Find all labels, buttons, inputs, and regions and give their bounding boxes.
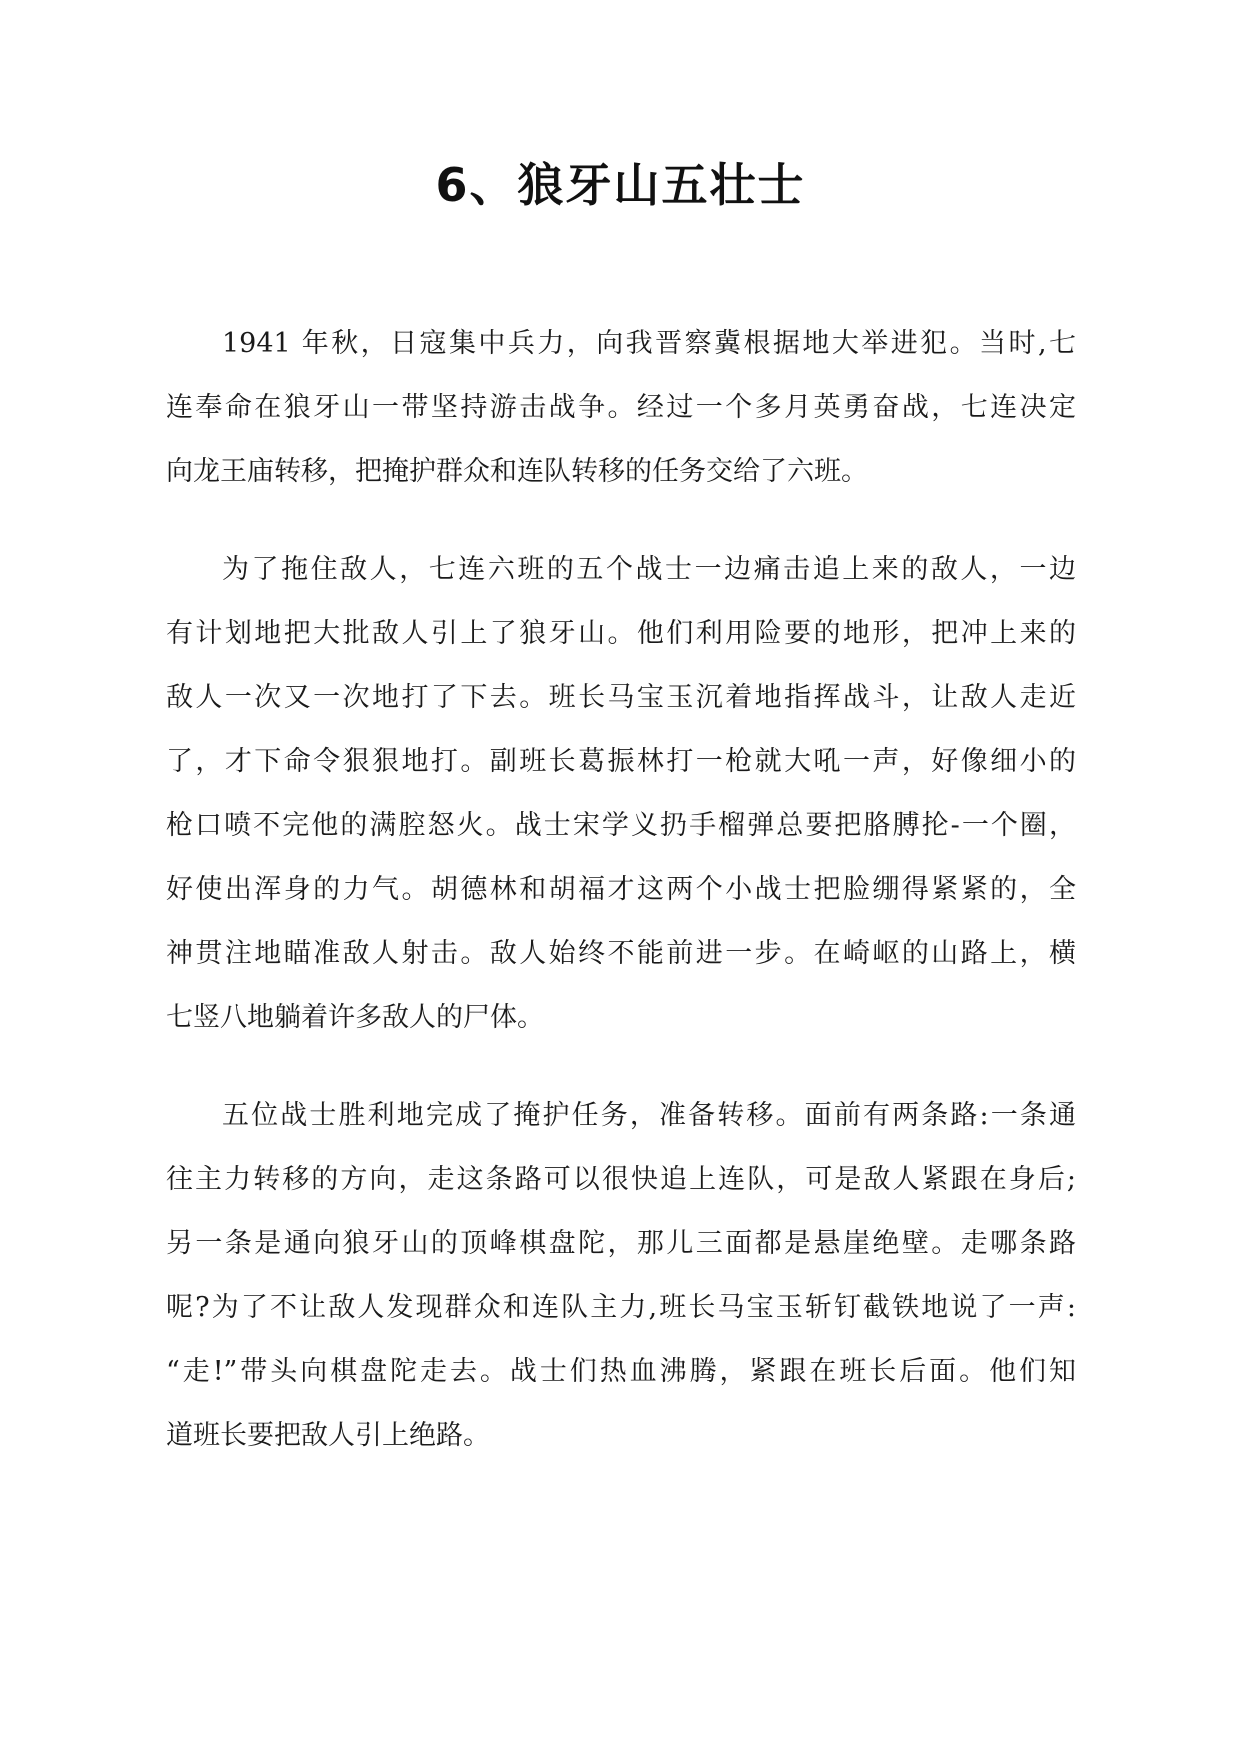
- paragraph-3: [166, 1084, 1076, 1468]
- text-line: 连奉命在狼牙山一带坚持游击战争。经过一个多月英勇奋战，七连决定: [166, 392, 1076, 423]
- text-line: 枪口喷不完他的满腔怒火。战士宋学义扔手榴弹总要把胳膊抡-一个圈，: [166, 810, 1076, 841]
- text-line: 另一条是通向狼牙山的顶峰棋盘陀，那儿三面都是悬崖绝壁。走哪条路: [166, 1228, 1076, 1259]
- text-line: 好使出浑身的力气。胡德林和胡福才这两个小战士把脸绷得紧紧的，全: [166, 874, 1076, 905]
- text-line: 神贯注地瞄准敌人射击。敌人始终不能前进一步。在崎岖的山路上，横: [166, 938, 1076, 969]
- text-line: 1941 年秋，日寇集中兵力，向我晋察冀根据地大举进犯。当时,七: [222, 328, 1076, 359]
- page-title: 6、狼牙山五壮士: [435, 158, 806, 212]
- text-line: 呢?为了不让敌人发现群众和连队主力,班长马宝玉斩钉截铁地说了一声:: [166, 1292, 1076, 1323]
- paragraph-2: [166, 538, 1076, 1050]
- paragraph-1: [166, 312, 1076, 504]
- text-line: “走!”带头向棋盘陀走去。战士们热血沸腾，紧跟在班长后面。他们知: [166, 1356, 1076, 1387]
- text-line: 有计划地把大批敌人引上了狼牙山。他们利用险要的地形，把冲上来的: [166, 618, 1076, 649]
- document-body: [166, 312, 1076, 1502]
- text-line: 敌人一次又一次地打了下去。班长马宝玉沉着地指挥战斗，让敌人走近: [166, 682, 1076, 713]
- text-line: 七竖八地躺着许多敌人的尸体。: [166, 1002, 544, 1033]
- text-line: 了，才下命令狠狠地打。副班长葛振林打一枪就大吼一声，好像细小的: [166, 746, 1076, 777]
- text-line: 道班长要把敌人引上绝路。: [166, 1420, 490, 1451]
- text-line: 五位战士胜利地完成了掩护任务，准备转移。面前有两条路:一条通: [222, 1100, 1076, 1131]
- text-line: 向龙王庙转移，把掩护群众和连队转移的任务交给了六班。: [166, 456, 868, 487]
- text-line: 往主力转移的方向，走这条路可以很快追上连队，可是敌人紧跟在身后;: [166, 1164, 1076, 1195]
- text-line: 为了拖住敌人，七连六班的五个战士一边痛击追上来的敌人，一边: [222, 554, 1076, 585]
